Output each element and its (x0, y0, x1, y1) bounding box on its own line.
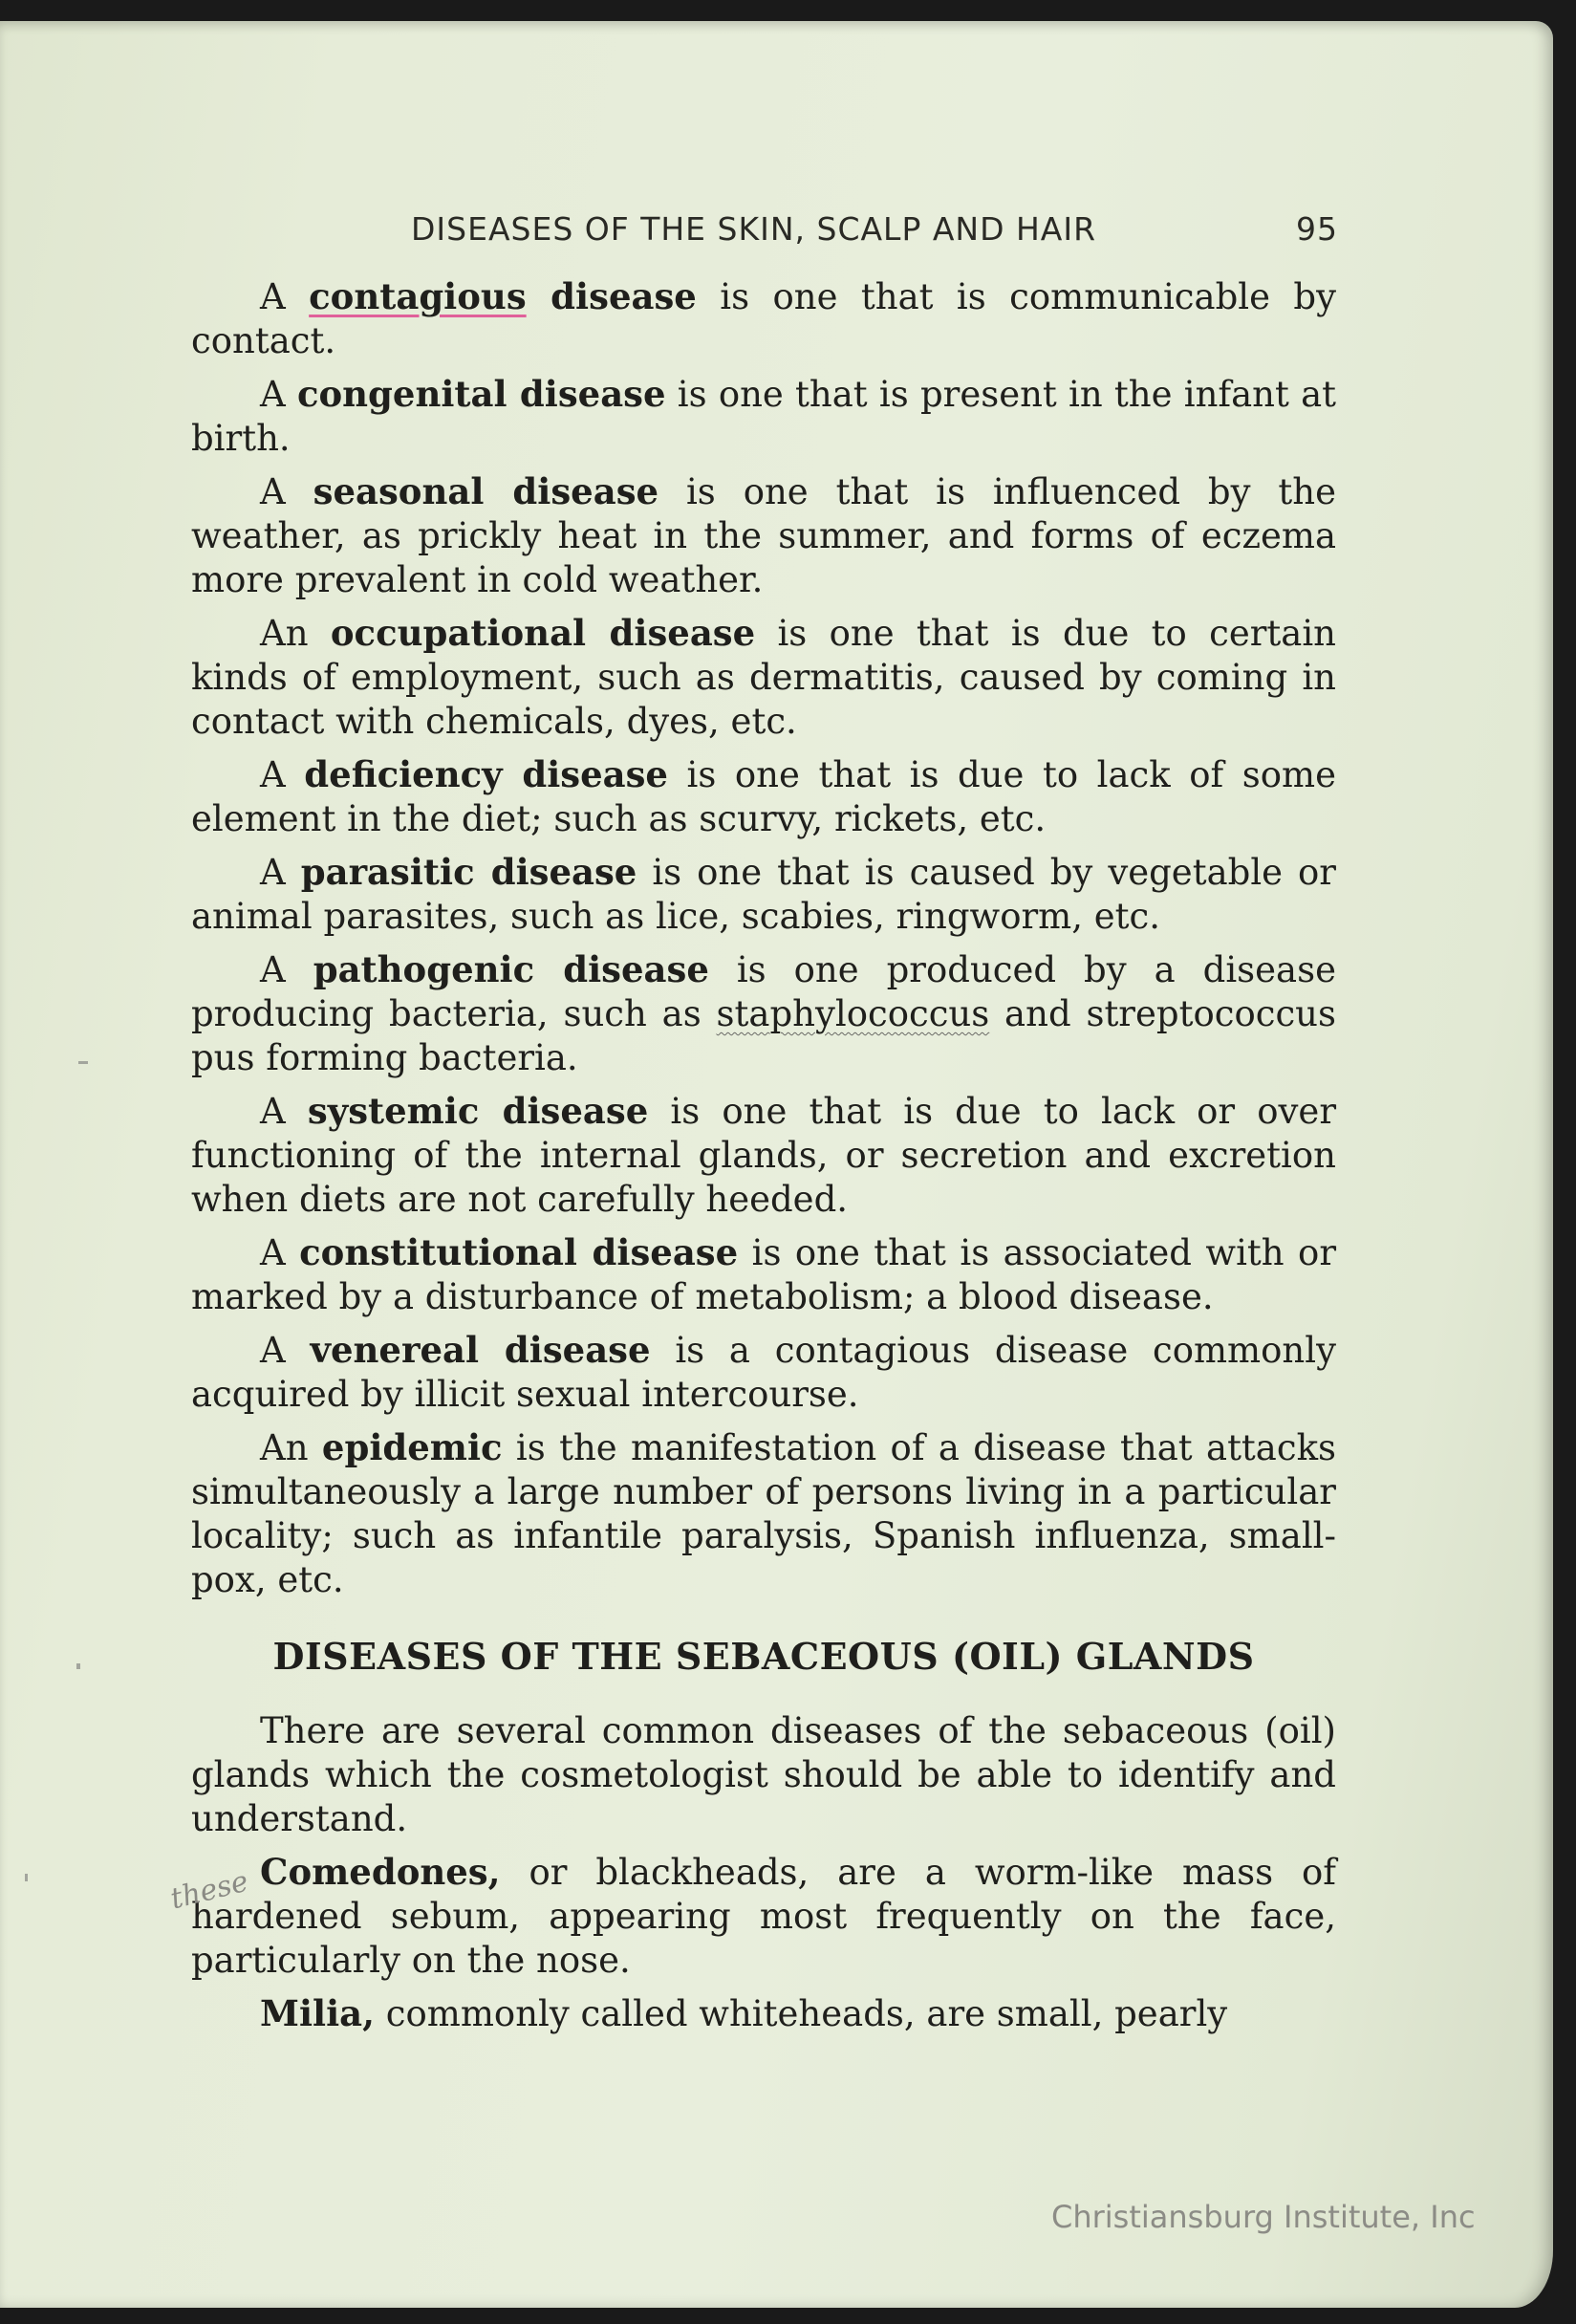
paragraph-lead: A (260, 852, 301, 893)
paragraph-text: is one that is due to certain kinds of employment, such as dermatitis, caused by coming in contact with chemicals, dyes, etc. (191, 613, 1337, 742)
margin-pencil-mark (76, 1663, 80, 1669)
paragraph-text: commonly called whiteheads, are small, pearly (374, 1993, 1228, 2034)
paragraph-lead: A (260, 471, 313, 512)
page-number: 95 (1296, 210, 1338, 248)
term-deficiency: deficiency disease (304, 753, 668, 795)
term-congenital: congenital disease (296, 373, 666, 415)
section-heading: DISEASES OF THE SEBACEOUS (OIL) GLANDS (272, 1635, 1255, 1678)
handwritten-note: these (166, 1864, 252, 1917)
paragraph-parasitic (191, 850, 1336, 939)
paragraph-lead: A (260, 1330, 311, 1371)
paragraph-text: is one that is communicable by contact. (191, 276, 1336, 361)
paragraph-occupational (191, 611, 1336, 744)
paragraph-sebaceous-intro: There are several common diseases of the sebaceous (oil) glands which the cosmetologist should be able to identify and understand. (191, 1710, 1336, 1839)
paragraph-text: is one that is due to lack of some element in the diet; such as scurvy, rickets, etc. (191, 754, 1337, 839)
term-contagious-disease: disease (526, 275, 697, 317)
watermark: Christiansburg Institute, Inc (1051, 2199, 1476, 2235)
paragraph-systemic (191, 1089, 1336, 1222)
paragraph-venereal (191, 1328, 1336, 1417)
paragraph-deficiency (191, 752, 1336, 841)
running-head-title: DISEASES OF THE SKIN, SCALP AND HAIR (411, 210, 1097, 248)
paragraph-comedones (191, 1850, 1336, 1983)
paragraph-text: is one that is associated with or marked by a disturbance of metabolism; a blood disease. (191, 1232, 1337, 1317)
paragraph-text: or blackheads, are a worm-like mass of hardened sebum, appearing most frequently on the face, particularly on the nose. (191, 1852, 1336, 1981)
margin-pencil-mark (25, 1874, 28, 1881)
term-seasonal: seasonal disease (313, 470, 659, 512)
paragraph-contagious (191, 274, 1336, 363)
paragraph-text: is one that is due to lack or over functioning of the internal glands, or secretion and excretion when diets are not carefully heeded. (191, 1091, 1337, 1220)
term-venereal: venereal disease (310, 1329, 651, 1371)
paragraph-text: is the manifestation of a disease that attacks simultaneously a large number of persons living in a particular locality; such as infantile paralysis, Spanish influenza, small-pox, etc. (191, 1427, 1336, 1600)
book-page (0, 21, 1553, 2308)
paragraph-text: is one that is influenced by the weather, as prickly heat in the summer, and forms of eczema more prevalent in cold weather. (191, 471, 1337, 600)
paragraph-constitutional (191, 1230, 1336, 1319)
term-pathogenic: pathogenic disease (313, 948, 709, 990)
paragraph-lead: A (260, 949, 313, 990)
paragraph-text: is one produced by a disease producing bacteria, such as (191, 949, 1336, 1034)
term-parasitic: parasitic disease (300, 851, 637, 893)
margin-pencil-mark (78, 1061, 88, 1064)
term-systemic: systemic disease (307, 1090, 649, 1132)
paragraph-lead: A (260, 1091, 308, 1132)
term-occupational: occupational disease (330, 612, 756, 654)
paragraph-lead: A (260, 1232, 300, 1273)
paragraph-lead: A (260, 374, 297, 415)
paragraph-text: is a contagious disease commonly acquired by illicit sexual intercourse. (191, 1330, 1336, 1415)
paragraph-lead: A (260, 276, 310, 317)
paragraph-pathogenic (191, 947, 1336, 1080)
paragraph-lead: An (260, 613, 331, 654)
term-epidemic: epidemic (321, 1426, 503, 1468)
paragraph-milia (191, 1991, 1336, 2036)
term-comedones: Comedones, (260, 1851, 501, 1893)
paragraph-congenital (191, 372, 1336, 461)
paragraph-text: is one that is present in the infant at birth. (191, 374, 1337, 459)
pencil-underlined-word: staphylococcus (716, 993, 990, 1034)
term-constitutional: constitutional disease (299, 1231, 739, 1273)
paragraph-lead: An (260, 1427, 322, 1468)
body-text (191, 274, 1336, 2045)
term-contagious: contagious (309, 275, 527, 317)
paragraph-text: is one that is caused by vegetable or animal parasites, such as lice, scabies, ringworm, etc. (191, 852, 1336, 937)
paragraph-epidemic (191, 1425, 1336, 1602)
paragraph-text-end: and streptococcus pus forming bacteria. (191, 993, 1336, 1078)
paragraph-seasonal (191, 469, 1336, 602)
paragraph-lead: A (260, 754, 305, 795)
term-milia: Milia, (260, 1992, 375, 2034)
